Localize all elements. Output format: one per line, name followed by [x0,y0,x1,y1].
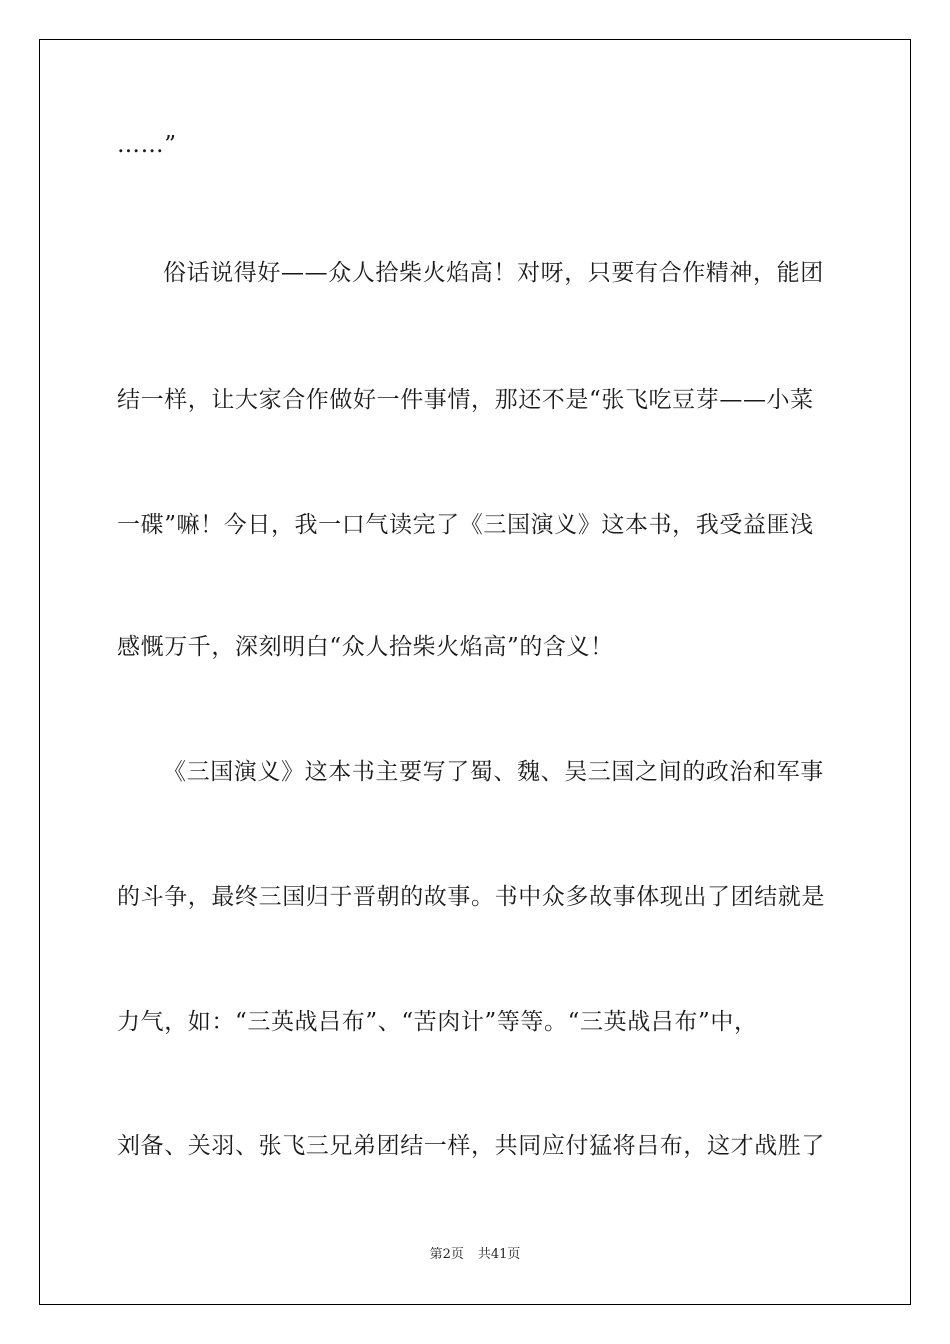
page-number-total: 共41页 [477,1247,521,1262]
text-line-1: ……” [117,132,177,158]
paragraph-2-line-3: 力气，如：“三英战吕布”、“苦肉计”等等。“三英战吕布”中， [117,1009,758,1035]
paragraph-2-line-4: 刘备、关羽、张飞三兄弟团结一样，共同应付猛将吕布，这才战胜了 [117,1133,825,1159]
paragraph-2-line-1: 《三国演义》这本书主要写了蜀、魏、吴三国之间的政治和军事 [163,759,824,785]
page-footer [0,1246,950,1264]
paragraph-1-line-2: 结一样，让大家合作做好一件事情，那还不是“张飞吃豆芽——小菜 [117,387,814,413]
page-border [39,39,911,1305]
paragraph-1-line-1: 俗话说得好——众人拾柴火焰高！对呀，只要有合作精神，能团 [163,260,824,286]
paragraph-2-line-2: 的斗争，最终三国归于晋朝的故事。书中众多故事体现出了团结就是 [117,884,825,910]
paragraph-1-line-3: 一碟”嘛！今日，我一口气读完了《三国演义》这本书，我受益匪浅 [117,512,814,538]
page-number-current: 第2页 [429,1247,464,1262]
paragraph-1-line-4: 感慨万千，深刻明白“众人拾柴火焰高”的含义！ [117,634,614,660]
